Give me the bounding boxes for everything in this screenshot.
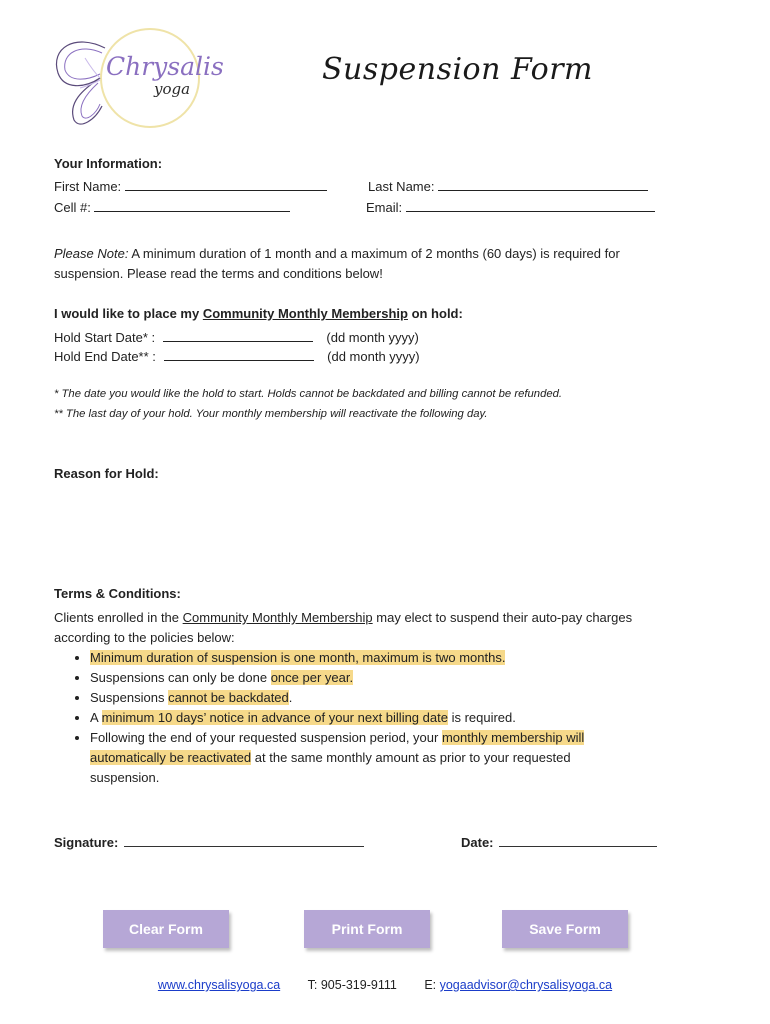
term-1-highlight: Minimum duration of suspension is one month, maximum is two months. — [90, 650, 506, 665]
footer-email-prefix: E: — [424, 978, 440, 992]
email-label: Email: — [366, 200, 403, 215]
reason-heading: Reason for Hold: — [54, 466, 159, 481]
footnote-end: ** The last day of your hold. Your monthly membership will reactivate the following day. — [54, 408, 488, 420]
hold-heading — [54, 306, 463, 321]
cell-row — [54, 199, 290, 215]
hold-end-row — [54, 348, 420, 364]
hold-start-label: Hold Start Date* : — [54, 330, 156, 345]
reason-field[interactable] — [54, 488, 714, 568]
footnote-start: * The date you would like the hold to start. Holds cannot be backdated and billing cannot be refunded. — [54, 388, 563, 400]
hold-end-field[interactable] — [164, 348, 314, 361]
terms-intro-post: may elect to suspend their auto-pay charges — [372, 610, 633, 625]
footer — [0, 978, 770, 992]
term-5-text: Following the end of your requested suspension period, your — [90, 730, 442, 745]
last-name-label: Last Name: — [368, 179, 435, 194]
please-note — [54, 244, 734, 284]
list-item — [90, 708, 744, 728]
website-link[interactable]: www.chrysalisyoga.ca — [157, 978, 281, 992]
cell-field[interactable] — [94, 199, 290, 212]
signature-label: Signature: — [54, 835, 119, 850]
date-label: Date: — [461, 835, 494, 850]
please-note-text-2: suspension. Please read the terms and conditions below! — [54, 266, 383, 281]
term-2-highlight: once per year. — [270, 670, 354, 685]
page-title: Suspension Form — [322, 52, 593, 87]
cell-label: Cell #: — [54, 200, 91, 215]
last-name-row — [368, 178, 648, 194]
hold-end-label: Hold End Date** : — [54, 349, 156, 364]
list-item — [90, 648, 744, 668]
please-note-prefix: Please Note: — [54, 246, 129, 261]
term-5-highlight-1: monthly membership will — [441, 730, 585, 745]
list-item — [90, 668, 744, 688]
date-field[interactable] — [499, 834, 657, 847]
term-3-highlight: cannot be backdated — [168, 690, 289, 705]
term-4-post: is required. — [447, 710, 516, 725]
term-5-highlight-2: automatically be reactivated — [90, 750, 252, 765]
term-3-post: . — [288, 690, 293, 705]
hold-start-format: (dd month yyyy) — [326, 330, 419, 345]
email-row — [366, 199, 655, 215]
hold-heading-post: on hold: — [407, 306, 463, 321]
logo-subtext: yoga — [154, 80, 191, 98]
term-2-text: Suspensions can only be done — [90, 670, 271, 685]
last-name-field[interactable] — [438, 178, 648, 191]
hold-heading-pre: I would like to place my — [54, 306, 203, 321]
email-field[interactable] — [406, 199, 655, 212]
term-4-highlight: minimum 10 days’ notice in advance of your next billing date — [101, 710, 448, 725]
your-info-heading: Your Information: — [54, 156, 163, 171]
terms-intro-2: according to the policies below: — [54, 630, 235, 645]
please-note-text-1: A minimum duration of 1 month and a maximum of 2 months (60 days) is required for — [128, 246, 620, 261]
date-row — [461, 834, 657, 850]
hold-end-format: (dd month yyyy) — [327, 349, 420, 364]
terms-intro-link: Community Monthly Membership — [182, 610, 373, 625]
terms-list — [54, 648, 744, 788]
email-link[interactable]: yogaadvisor@chrysalisyoga.ca — [439, 978, 613, 992]
first-name-row — [54, 178, 327, 194]
terms-intro-pre: Clients enrolled in the — [54, 610, 183, 625]
list-item — [90, 728, 744, 788]
term-4-text: A — [90, 710, 102, 725]
term-3-text: Suspensions — [90, 690, 169, 705]
list-item — [90, 688, 744, 708]
terms-heading: Terms & Conditions: — [54, 586, 181, 601]
hold-start-field[interactable] — [163, 329, 313, 342]
hold-start-row — [54, 329, 419, 345]
signature-row — [54, 834, 364, 850]
term-5-post: at the same monthly amount as prior to your requested — [251, 750, 571, 765]
signature-field[interactable] — [124, 834, 364, 847]
chrysalis-logo — [50, 28, 224, 133]
clear-form-button[interactable]: Clear Form — [103, 910, 229, 948]
first-name-field[interactable] — [125, 178, 327, 191]
hold-heading-link: Community Monthly Membership — [202, 306, 408, 321]
footer-phone: T: 905-319-9111 — [307, 978, 397, 992]
term-5-end: suspension. — [90, 770, 160, 785]
logo-wordmark: Chrysalis — [106, 52, 224, 81]
terms-intro — [54, 608, 744, 628]
save-form-button[interactable]: Save Form — [502, 910, 628, 948]
print-form-button[interactable]: Print Form — [304, 910, 430, 948]
first-name-label: First Name: — [54, 179, 122, 194]
terms-body — [54, 608, 744, 788]
